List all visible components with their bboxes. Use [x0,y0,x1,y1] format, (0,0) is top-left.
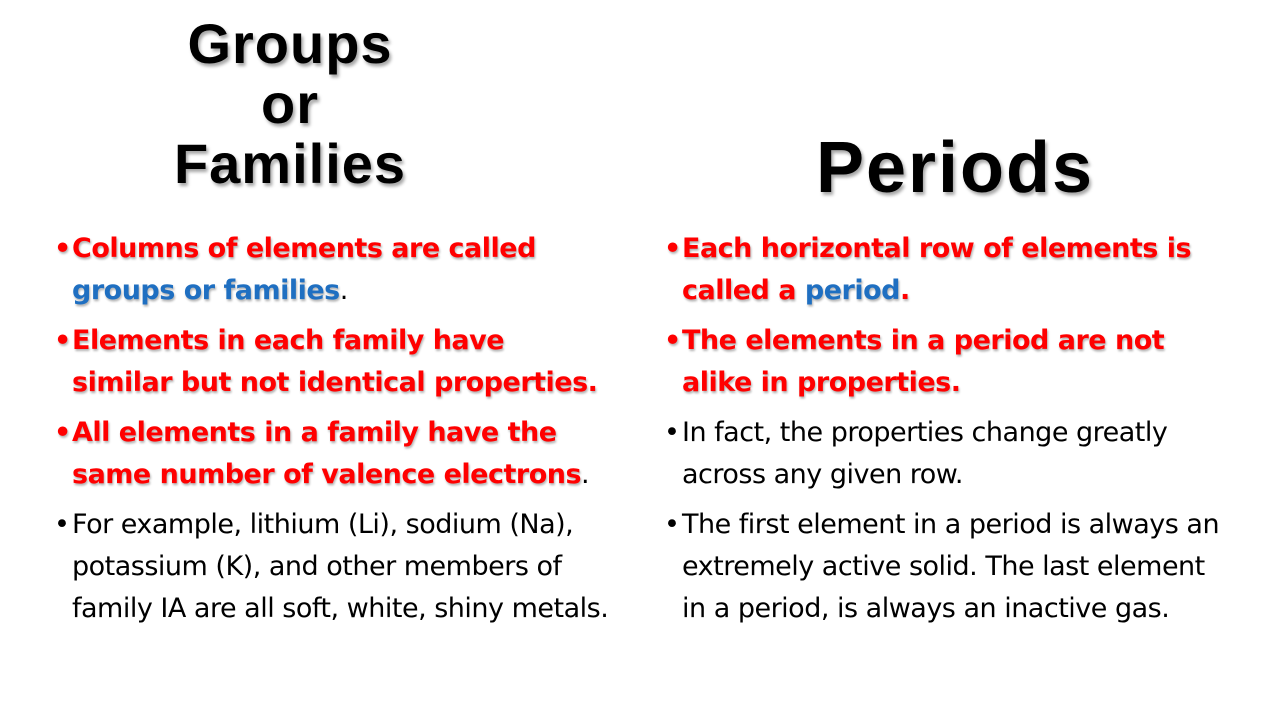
bullet-horizontal-tail: . [900,275,910,306]
bullet-not-alike [662,320,1222,404]
bullet-first-last-text: The first element in a period is always an extremely active solid. The last element in a period, is always an inactive gas. [682,509,1220,624]
bullet-columns-blue: groups or families [72,275,340,306]
bullet-valence-text: All elements in a family have the same number of valence electrons [72,417,582,490]
bullet-similar-properties [52,320,612,404]
bullet-valence-electrons [52,412,612,496]
bullet-first-last-element [662,504,1222,630]
periods-title: Periods [815,128,1095,208]
groups-families-title [130,14,450,194]
bullet-columns-tail: . [339,275,348,306]
groups-bullet-list [52,228,612,638]
title-line-families: Families [173,131,407,195]
periods-bullet-list [662,228,1222,638]
bullet-properties-change [662,412,1222,496]
title-line-groups: Groups [187,12,393,75]
bullet-not-alike-text: The elements in a period are not alike in properties. [682,325,1165,398]
bullet-valence-tail: . [581,459,590,490]
bullet-similar-text: Elements in each family have similar but not identical properties. [72,325,598,398]
bullet-horizontal-red: Each horizontal row of elements is called a [682,233,1192,306]
title-line-or: or [261,71,319,135]
bullet-properties-text: In fact, the properties change greatly across any given row. [682,417,1168,490]
bullet-example [52,504,612,630]
bullet-example-text: For example, lithium (Li), sodium (Na), potassium (K), and other members of family IA are all soft, white, shiny metals. [72,509,609,624]
bullet-columns-red: Columns of elements are called [72,233,536,264]
bullet-horizontal-blue: period [804,275,900,306]
bullet-horizontal-row [662,228,1222,312]
bullet-columns [52,228,612,312]
